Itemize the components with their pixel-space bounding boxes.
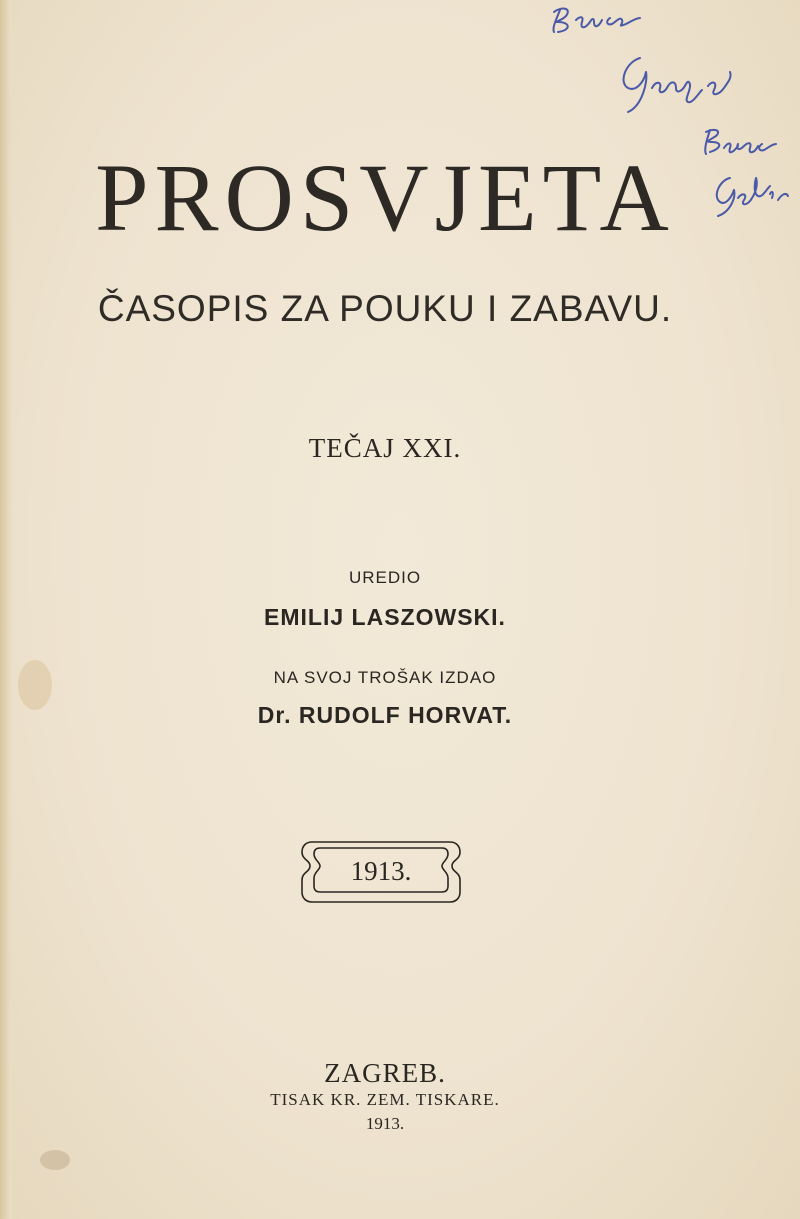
edited-by-label: UREDIO	[348, 568, 422, 587]
year-cartouche	[300, 838, 462, 906]
publication-city: ZAGREB.	[324, 1058, 446, 1088]
publication-year: 1913.	[365, 1114, 405, 1133]
journal-subtitle: ČASOPIS ZA POUKU I ZABAVU.	[97, 288, 673, 329]
journal-title: PROSVJETA	[95, 144, 675, 251]
foxing-spot	[40, 1150, 70, 1170]
printer-name: TISAK KR. ZEM. TISKARE.	[270, 1090, 500, 1109]
volume-number: TEČAJ XXI.	[308, 433, 462, 463]
editor-name: EMILIJ LASZOWSKI.	[264, 604, 506, 630]
publisher-name: Dr. RUDOLF HORVAT.	[257, 702, 513, 728]
framed-year: 1913.	[350, 856, 412, 886]
published-by-label: NA SVOJ TROŠAK IZDAO	[273, 668, 497, 687]
